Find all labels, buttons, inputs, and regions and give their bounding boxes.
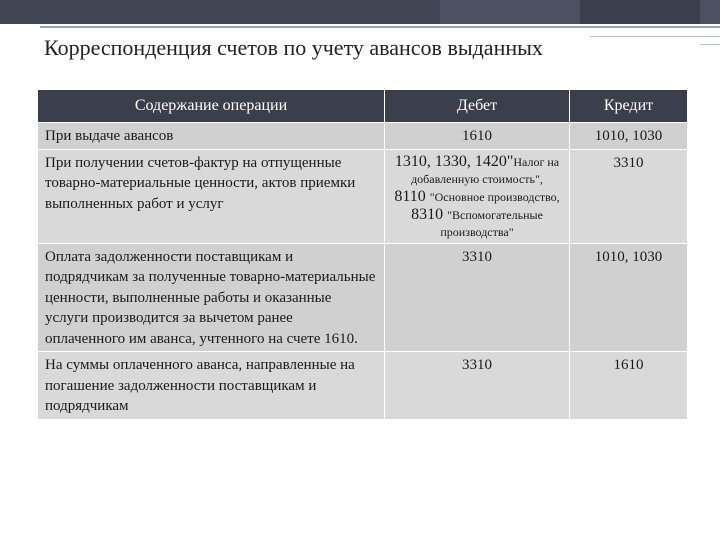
operation-cell: На суммы оплаченного аванса, направленные на погашение задолженности поставщикам и подрядчикам [38,351,385,419]
credit-cell: 1610 [570,351,687,419]
debit-note: "Вспомогательные производства" [440,207,543,239]
table-row [38,122,687,149]
top-bar-segment [440,0,580,24]
debit-account: 1310, 1330, 1420" [394,152,514,170]
top-bar-segment [0,0,440,24]
operation-cell: При выдаче авансов [38,122,385,149]
table-header-row [38,90,687,122]
credit-cell: 3310 [570,149,687,243]
table-row [38,149,687,243]
accent-line [590,36,720,37]
debit-cell [385,149,570,243]
table-row [38,243,687,352]
table-row [38,351,687,419]
debit-note: Налог на добавленную стоимость", [411,154,560,186]
credit-cell: 1010, 1030 [570,243,687,352]
debit-account: 8110 [394,187,430,205]
debit-cell: 3310 [385,243,570,352]
header-credit: Кредит [570,90,687,122]
accent-line [40,26,720,28]
operation-cell: Оплата задолженности поставщикам и подрядчикам за полученные товарно-материальные ценности, выполненные работы и оказанные услуги производится за вычетом ранее оплаченного им аванса, учтенного на счете 1610. [38,243,385,352]
page-title: Корреспонденция счетов по учету авансов выданных [44,35,543,60]
debit-cell: 3310 [385,351,570,419]
debit-account: 8310 [411,205,448,223]
accent-line [700,44,720,45]
accounts-table [38,90,687,419]
top-decoration-bar [0,0,720,24]
debit-note: "Основное производство, [429,189,560,204]
header-operation: Содержание операции [38,90,385,122]
credit-cell: 1010, 1030 [570,122,687,149]
top-bar-segment [700,0,720,24]
header-debit: Дебет [385,90,570,122]
top-bar-segment [580,0,700,24]
debit-cell: 1610 [385,122,570,149]
operation-cell: При получении счетов-фактур на отпущенные товарно-материальные ценности, актов приемки выполненных работ и услуг [38,149,385,243]
